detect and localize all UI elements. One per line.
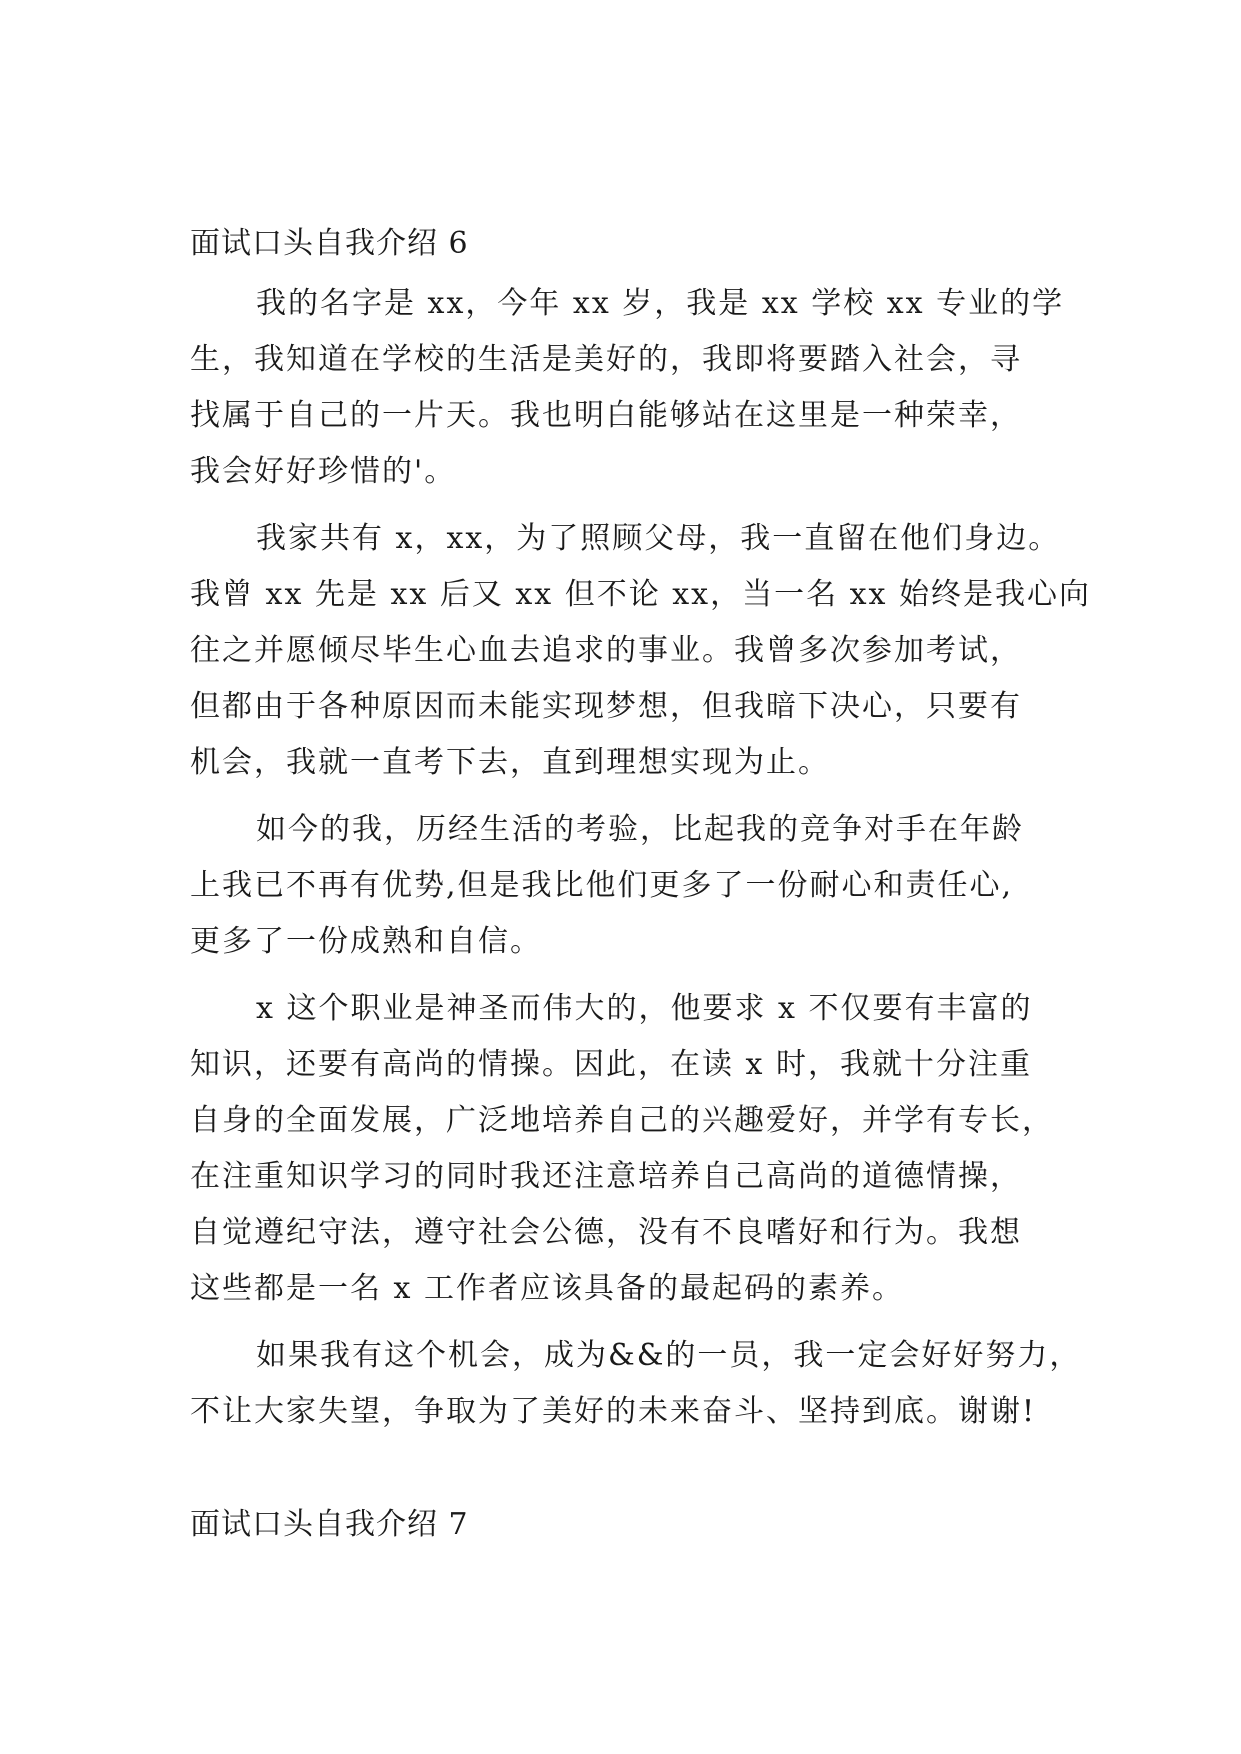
paragraph-line: x 这个职业是神圣而伟大的，他要求 x 不仅要有丰富的 — [256, 991, 1033, 1026]
paragraph-line: 找属于自己的一片天。我也明白能够站在这里是一种荣幸， — [190, 398, 1022, 433]
paragraph-line: 自身的全面发展，广泛地培养自己的兴趣爱好，并学有专长， — [190, 1103, 1054, 1138]
paragraph-line: 生，我知道在学校的生活是美好的，我即将要踏入社会，寻 — [190, 342, 1022, 377]
paragraph-line: 如果我有这个机会，成为&&的一员，我一定会好好努力， — [256, 1338, 1082, 1373]
paragraph-line: 自觉遵纪守法，遵守社会公德，没有不良嗜好和行为。我想 — [190, 1215, 1022, 1250]
paragraph-line: 我会好好珍惜的'。 — [190, 454, 457, 489]
paragraph-line: 如今的我，历经生活的考验，比起我的竞争对手在年龄 — [256, 812, 1024, 847]
paragraph-line: 不让大家失望，争取为了美好的未来奋斗、坚持到底。谢谢! — [190, 1394, 1037, 1429]
paragraph-line: 上我已不再有优势,但是我比他们更多了一份耐心和责任心, — [190, 868, 1014, 903]
paragraph-line: 我家共有 x，xx，为了照顾父母，我一直留在他们身边。 — [256, 521, 1061, 556]
section-title: 面试口头自我介绍 7 — [190, 1507, 469, 1542]
paragraph-line: 这些都是一名 x 工作者应该具备的最起码的素养。 — [190, 1271, 904, 1306]
section-title: 面试口头自我介绍 6 — [190, 226, 469, 261]
paragraph-line: 我的名字是 xx，今年 xx 岁，我是 xx 学校 xx 专业的学 — [256, 286, 1065, 321]
paragraph-line: 机会，我就一直考下去，直到理想实现为止。 — [190, 745, 830, 780]
paragraph-line: 但都由于各种原因而未能实现梦想，但我暗下决心，只要有 — [190, 689, 1022, 724]
paragraph-line: 往之并愿倾尽毕生心血去追求的事业。我曾多次参加考试， — [190, 633, 1022, 668]
paragraph-line: 知识，还要有高尚的情操。因此，在读 x 时，我就十分注重 — [190, 1047, 1032, 1082]
paragraph-line: 在注重知识学习的同时我还注意培养自己高尚的道德情操， — [190, 1159, 1022, 1194]
paragraph-line: 我曾 xx 先是 xx 后又 xx 但不论 xx，当一名 xx 始终是我心向 — [190, 577, 1092, 612]
paragraph-line: 更多了一份成熟和自信。 — [190, 924, 542, 959]
